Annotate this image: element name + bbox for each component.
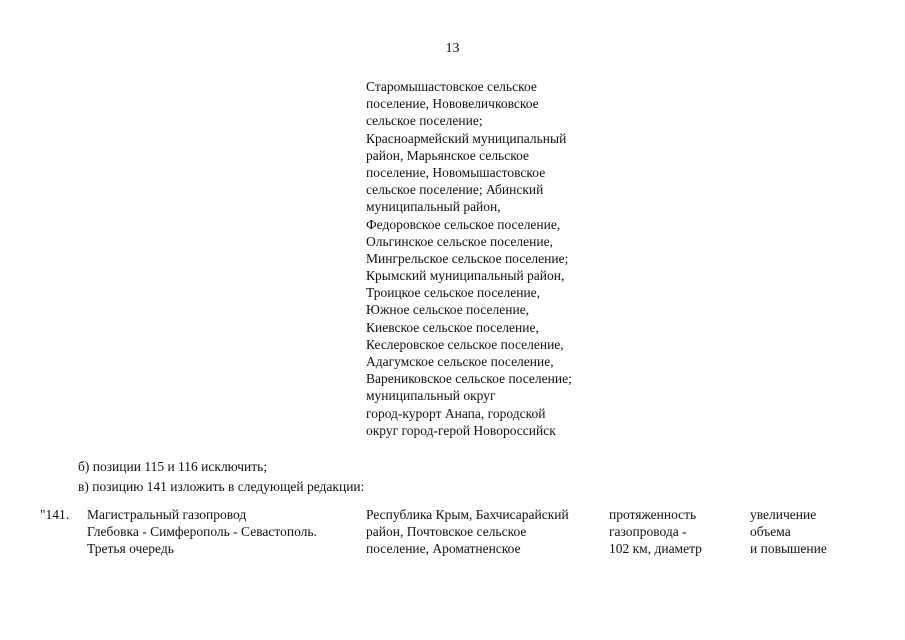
text-line: Кеслеровское сельское поселение, [366,336,564,352]
instruction-restate-position: в) позицию 141 изложить в следующей редакции: [78,479,365,494]
text-line: Республика Крым, Бахчисарайский [366,507,569,522]
text-line: и повышение [750,541,827,557]
text-line: город-курорт Анапа, городской [366,405,546,421]
purpose-cell [750,506,827,558]
text-line: 102 км, диаметр [609,541,702,557]
text-line: объема [750,524,791,540]
text-line: Киевское сельское поселение, [366,319,539,335]
text-line: поселение, Нововеличковское [366,96,539,112]
location-continuation-text [366,78,666,439]
text-line: муниципальный район, [366,199,501,215]
text-line: Мингрельское сельское поселение; [366,250,569,266]
location-cell [366,506,569,558]
text-line: Магистральный газопровод [87,507,247,522]
text-line: увеличение [750,507,817,522]
text-line: Федоровское сельское поселение, [366,216,561,232]
text-line: поселение, Ароматненское [366,541,521,557]
parameters-cell [609,506,702,558]
text-line: Глебовка - Симферополь - Севастополь. [87,524,317,540]
text-line: Третья очередь [87,541,174,557]
text-line: Крымский муниципальный район, [366,268,565,284]
text-line: газопровода - [609,524,687,540]
text-line: район, Почтовское сельское [366,524,527,540]
text-line: Троицкое сельское поселение, [366,285,541,301]
text-line: Варениковское сельское поселение; [366,371,572,387]
text-line: Ольгинское сельское поселение, [366,233,553,249]
page-number: 13 [445,41,460,56]
object-name-cell [87,506,317,558]
text-line: протяженность [609,507,697,522]
text-line: муниципальный округ [366,388,496,404]
text-line: Красноармейский муниципальный [366,130,567,146]
text-line: Старомышастовское сельское [366,79,537,94]
text-line: Адагумское сельское поселение, [366,354,554,369]
text-line: Южное сельское поселение, [366,302,530,318]
text-line: сельское поселение; [366,113,483,129]
position-number: "141. [40,507,70,522]
text-line: поселение, Новомышастовское [366,164,546,180]
text-line: округ город-герой Новороссийск [366,422,556,438]
instruction-remove-positions: б) позиции 115 и 116 исключить; [78,459,268,474]
text-line: район, Марьянское сельское [366,147,529,163]
text-line: сельское поселение; Абинский [366,182,544,198]
